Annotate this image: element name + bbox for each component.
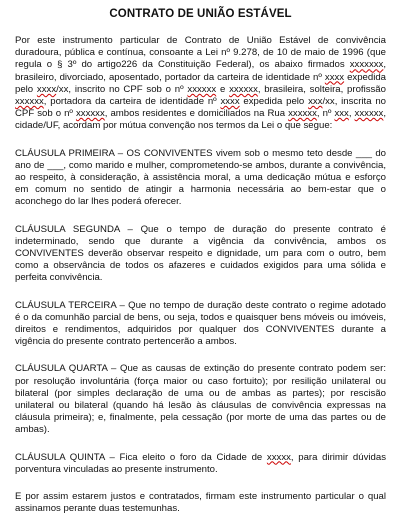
paragraph-clause-second: CLÁUSULA SEGUNDA – Que o tempo de duração do presente contrato é indeterminado, sendo que durante a vigência da convivência, ambos os CONVIVENTES deverão observar respeito e dignidade, um para com o outro, bem como a observância de todos os afazeres e cuidados exigidos para uma sólida e perfeita convivência. [15,223,386,284]
placeholder-word: xxxxxx [229,83,258,95]
placeholder-word: xxxx [324,71,345,83]
paragraph-clause-fifth: CLÁUSULA QUINTA – Fica eleito o foro da Cidade de xxxxx, para dirimir dúvidas porventura vinculadas ao presente instrumento. [15,451,386,475]
placeholder-word: xxxxxx [187,83,217,95]
placeholder-word: xxxxx [266,451,291,463]
paragraph-clause-fourth: CLÁUSULA QUARTA – Que as causas de extinção do presente contrato podem ser: por resolução involuntária (força maior ou caso fortuito); por resilição unilateral ou bilateral (por simples declaração de uma ou de ambas as partes); por rescisão unilateral ou bilateral (quando há lesão às cláusulas de convivência expressas na cláusula primeira); e, finalmente, pela cessação (por morte de uma das partes ou de ambas). [15,363,386,436]
placeholder-word: xxxxxx [354,108,384,120]
placeholder-word: xxxxxx [75,108,105,120]
placeholder-word: xxxxxx [288,108,317,120]
placeholder-word: xxx [334,108,349,120]
document-title: CONTRATO DE UNIÃO ESTÁVEL [109,8,292,20]
paragraph-preamble: Por este instrumento particular de Contrato de União Estável de convivência duradoura, pública e contínua, consoante a Lei nº 9.278, de 10 de maio de 1996 (que regula o § 3º do artigo226 da Constituição Federal), os abaixo firmados xxxxxxx, brasileiro, divorciado, aposentado, portador da carteira de identidade nº xxxx expedida pelo xxxx/xx, inscrito no CPF sob o nº xxxxxx e xxxxxx, brasileira, solteira, profissão xxxxxx, portadora da carteira de identidade nº xxxx expedida pelo xxx/xx, inscrita no CPF sob o nº xxxxxx, ambos residentes e domiciliados na Rua xxxxxx, nº xxx, xxxxxx, cidade/UF, acordam por mútua convenção nos termos da Lei o que segue: [15,35,387,132]
placeholder-word: xxxx [36,83,57,95]
placeholder-word: xxx [308,96,323,108]
placeholder-word: xxxxxx [15,96,44,108]
paragraph-clause-third: CLÁUSULA TERCEIRA – Que no tempo de duração deste contrato o regime adotado é o da comunhão parcial de bens, ou seja, todos e quaisquer bens móveis ou imóveis, direitos e rendimentos, adquiridos por qualquer dos CONVIVENTES durante a vigência do presente contrato pertencerão a ambos. [15,299,386,348]
placeholder-word: xxxx [220,96,240,108]
paragraph-clause-first: CLÁUSULA PRIMEIRA – OS CONVIVENTES vivem sob o mesmo teto desde ___ do ano de ___, como marido e mulher, comprometendo-se ambos, durante a convivência, ao respeito, à consideração, à assistência moral, a uma dedicação mútua e esforço em comum no sentido de atingir a harmonia necessária ao bem-estar que o aconchego do lar lhes poderá oferecer. [15,147,386,208]
paragraph-closing: E por assim estarem justos e contratados, firmam este instrumento particular o qual assinamos perante duas testemunhas. [15,491,386,515]
placeholder-word: xxxxxxx [349,59,384,71]
